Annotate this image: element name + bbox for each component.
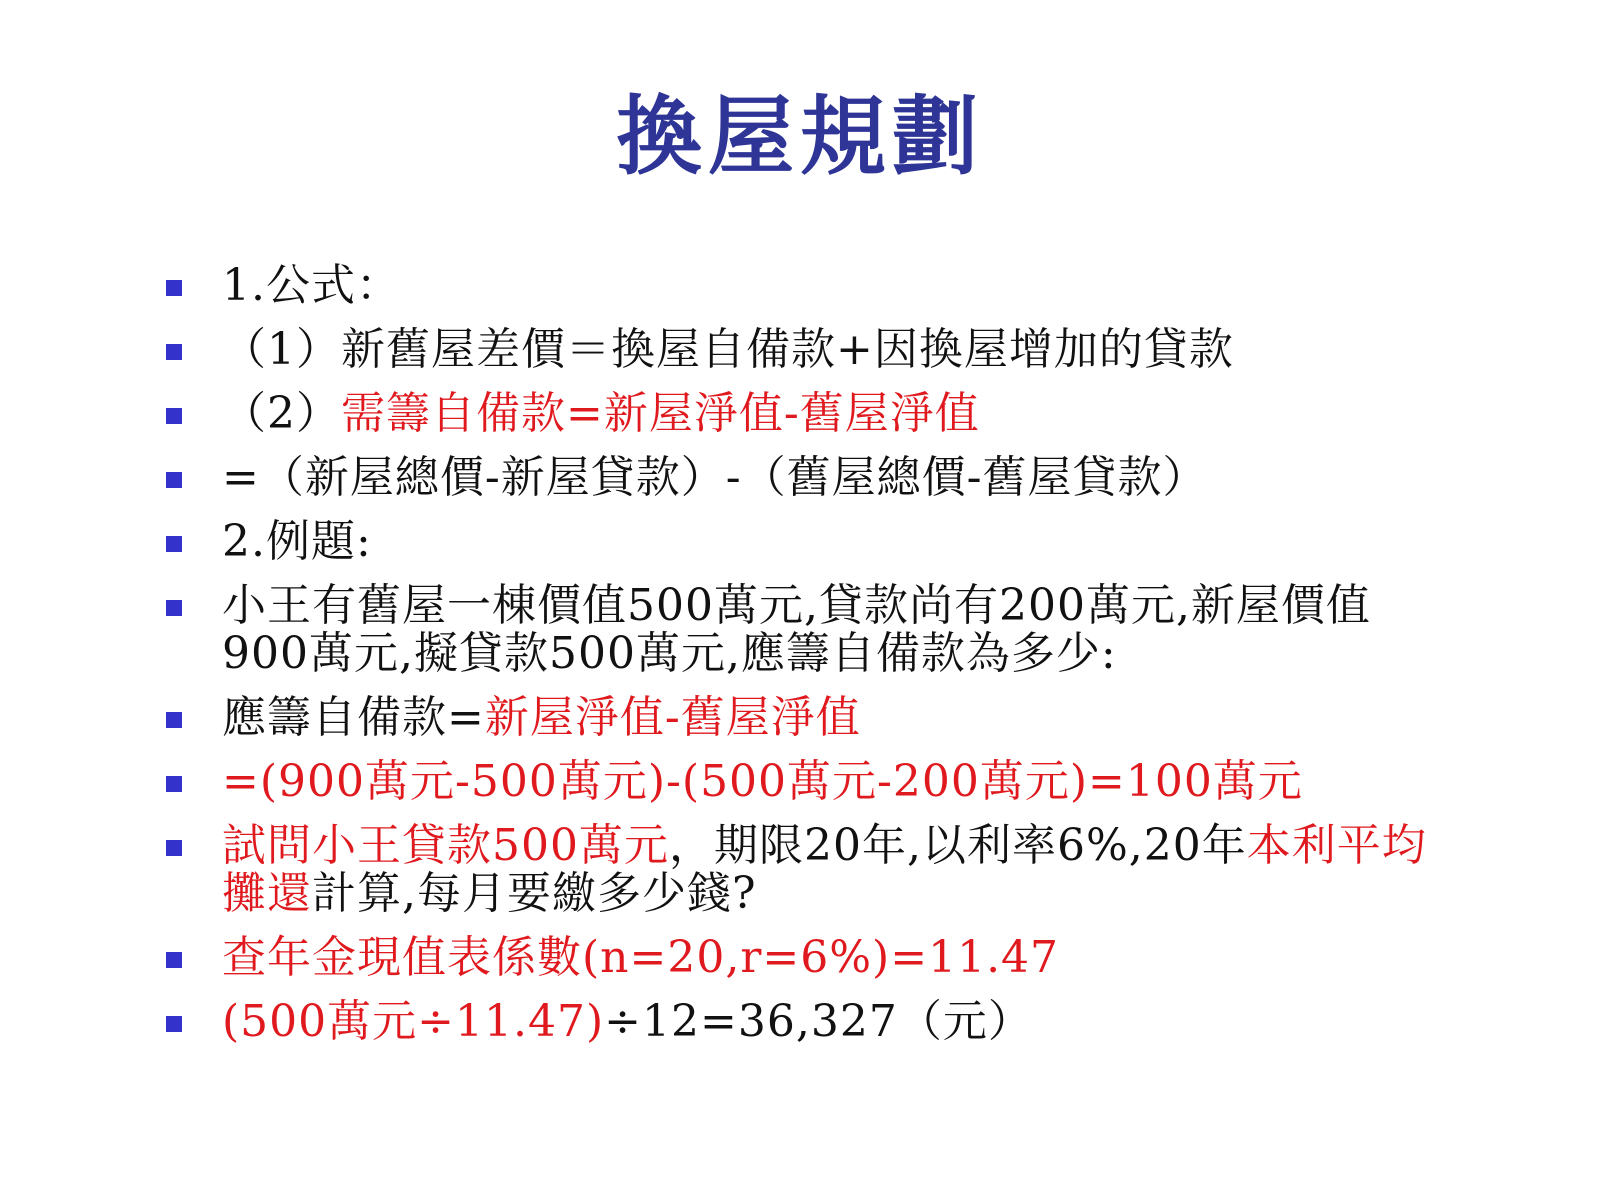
item-text-highlight: (500萬元÷11.47) bbox=[222, 996, 605, 1047]
item-text-highlight: 查年金現值表係數(n=20,r=6%)=11.47 bbox=[222, 932, 1060, 983]
item-text-highlight: 新屋淨值-舊屋淨值 bbox=[484, 692, 861, 743]
list-item bbox=[160, 998, 1450, 1046]
square-bullet-icon bbox=[166, 776, 182, 792]
item-text: =（新屋總價-新屋貸款）-（舊屋總價-舊屋貸款） bbox=[222, 452, 1208, 503]
list-item bbox=[160, 326, 1450, 374]
square-bullet-icon bbox=[166, 408, 182, 424]
square-bullet-icon bbox=[166, 536, 182, 552]
item-text-highlight: 本利平均攤還 bbox=[222, 820, 1427, 919]
square-bullet-icon bbox=[166, 600, 182, 616]
item-text-highlight: 試問小王貸款500萬元 bbox=[222, 820, 669, 871]
item-text: ，期限20年,以利率6%,20年 bbox=[668, 820, 1247, 871]
list-item bbox=[160, 454, 1450, 502]
item-text-highlight: 需籌自備款=新屋淨值-舊屋淨值 bbox=[341, 388, 980, 439]
list-item bbox=[160, 582, 1450, 678]
square-bullet-icon bbox=[166, 472, 182, 488]
list-item bbox=[160, 934, 1450, 982]
item-text: 小王有舊屋一棟價值500萬元,貸款尚有200萬元,新屋價值900萬元,擬貸款500萬元,應籌自備款為多少: bbox=[222, 580, 1371, 679]
square-bullet-icon bbox=[166, 1016, 182, 1032]
list-item bbox=[160, 694, 1450, 742]
square-bullet-icon bbox=[166, 952, 182, 968]
item-text: 1.公式： bbox=[222, 260, 401, 311]
list-item bbox=[160, 518, 1450, 566]
item-text: （1）新舊屋差價＝換屋自備款+因換屋增加的貸款 bbox=[222, 324, 1234, 375]
list-item bbox=[160, 822, 1450, 918]
square-bullet-icon bbox=[166, 840, 182, 856]
slide-title: 換屋規劃 bbox=[616, 86, 984, 187]
list-item bbox=[160, 262, 1450, 310]
item-text: （2） bbox=[222, 388, 341, 439]
square-bullet-icon bbox=[166, 280, 182, 296]
list-item bbox=[160, 390, 1450, 438]
item-text: ÷12=36,327（元） bbox=[604, 996, 1033, 1047]
square-bullet-icon bbox=[166, 712, 182, 728]
item-text: 2.例題: bbox=[222, 516, 372, 567]
bullet-list bbox=[160, 262, 1450, 1062]
list-item bbox=[160, 758, 1450, 806]
item-text: 計算,每月要繳多少錢? bbox=[312, 868, 757, 919]
item-text: 應籌自備款= bbox=[222, 692, 485, 743]
item-text-highlight: =(900萬元-500萬元)-(500萬元-200萬元)=100萬元 bbox=[222, 756, 1303, 807]
square-bullet-icon bbox=[166, 344, 182, 360]
